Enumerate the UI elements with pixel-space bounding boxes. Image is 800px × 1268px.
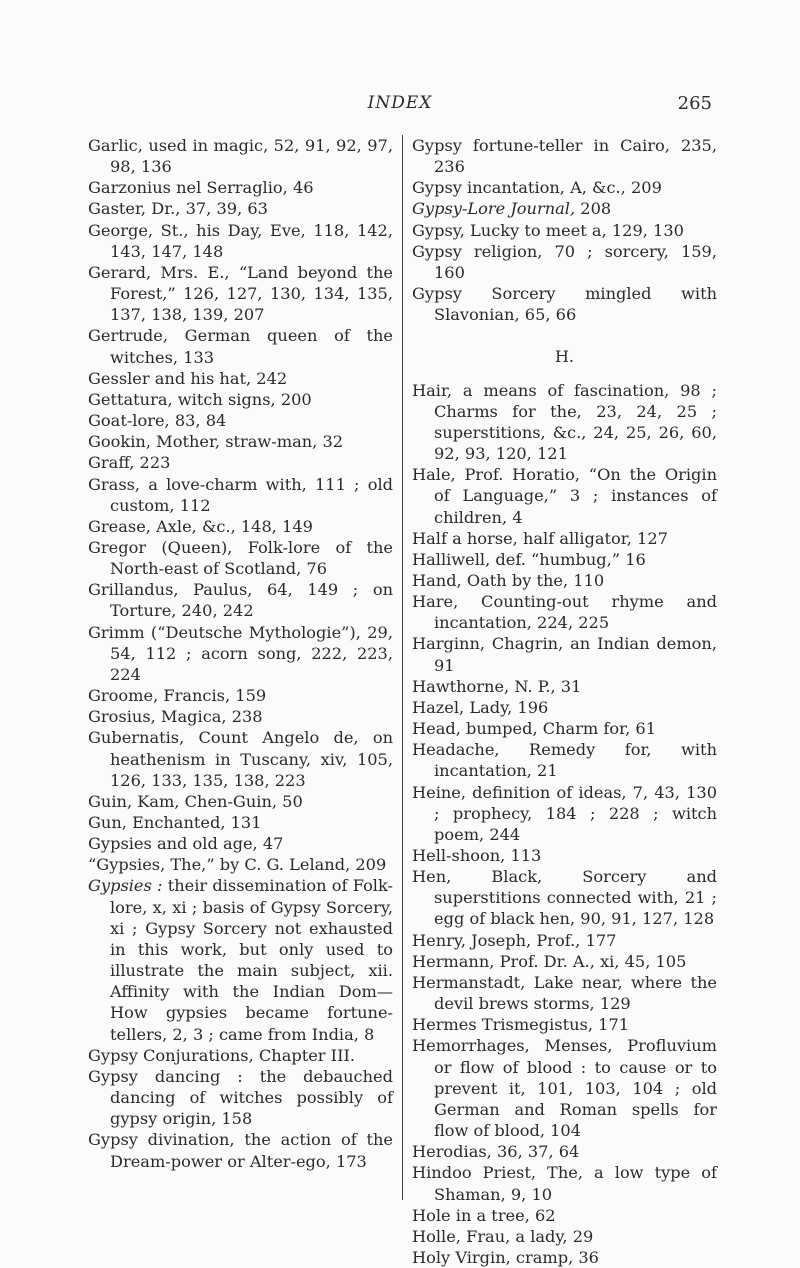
- index-entry-text: Gerard, Mrs. E., “Land beyond the Forest,” 126, 127, 130, 134, 135, 137, 138, 139, 207: [88, 262, 393, 325]
- index-entry: [88, 198, 393, 219]
- index-entry-text: Grosius, Magica, 238: [88, 707, 263, 727]
- index-entry-text: Hazel, Lady, 196: [412, 697, 549, 717]
- index-entry: [88, 685, 393, 706]
- index-entry: [412, 633, 717, 675]
- index-entry: [88, 1129, 393, 1171]
- index-entry-text: Gypsy religion, 70 ; sorcery, 159, 160: [412, 241, 717, 282]
- index-entry-text: Headache, Remedy for, with incantation, 21: [412, 740, 717, 781]
- index-entry-text: Hermes Trismegistus, 171: [412, 1015, 630, 1035]
- index-entry-text: Gertrude, German queen of the witches, 133: [88, 326, 393, 367]
- index-entry-text: Garzonius nel Serraglio, 46: [88, 178, 314, 198]
- index-entry: [412, 1014, 717, 1035]
- index-entry: [88, 325, 393, 367]
- index-entry: [412, 1247, 717, 1268]
- index-entry: [412, 570, 717, 591]
- index-entry: [412, 676, 717, 697]
- index-entry: [412, 845, 717, 866]
- index-entry: [88, 135, 393, 177]
- index-entry-text: Heine, definition of ideas, 7, 43, 130 ; prophecy, 184 ; 228 ; witch poem, 244: [412, 782, 717, 844]
- index-entry: [412, 972, 717, 1014]
- index-entry-text: Hare, Counting-out rhyme and incantation, 224, 225: [412, 592, 717, 633]
- index-entry-text: Holle, Frau, a lady, 29: [412, 1226, 594, 1246]
- index-entry: [88, 875, 393, 1044]
- index-entry: [88, 727, 393, 790]
- index-entry-text: Grimm (“Deutsche Mythologie”), 29, 54, 112 ; acorn song, 222, 223, 224: [88, 622, 393, 684]
- index-entry: [412, 866, 717, 929]
- index-entry: [412, 697, 717, 718]
- index-column-right: [412, 135, 717, 1268]
- index-entry: [88, 368, 393, 389]
- index-entry: [412, 1141, 717, 1162]
- index-entry: [88, 537, 393, 579]
- index-entry: [88, 791, 393, 812]
- index-entry-text: “Gypsies, The,” by C. G. Leland, 209: [88, 855, 387, 875]
- index-entry-text: Henry, Joseph, Prof., 177: [412, 930, 617, 950]
- index-entry-text: Gubernatis, Count Angelo de, on heathenism in Tuscany, xiv, 105, 126, 133, 135, 138, 223: [88, 728, 393, 790]
- index-entry-text: Hale, Prof. Horatio, “On the Origin of Language,” 3 ; instances of children, 4: [412, 465, 717, 527]
- index-entry: [412, 739, 717, 781]
- index-entry-text: Holy Virgin, cramp, 36: [412, 1247, 599, 1267]
- index-entry-text: Head, bumped, Charm for, 61: [412, 719, 657, 739]
- index-entry: [412, 198, 717, 219]
- index-entry-text: Gypsy, Lucky to meet a, 129, 130: [412, 220, 684, 240]
- index-entry-text: Hawthorne, N. P., 31: [412, 676, 582, 696]
- index-entry-text: Gypsy divination, the action of the Dream-power or Alter-ego, 173: [88, 1130, 393, 1171]
- index-entry-text: Hermann, Prof. Dr. A., xi, 45, 105: [412, 951, 687, 971]
- index-entry-text: George, St., his Day, Eve, 118, 142, 143, 147, 148: [88, 220, 393, 261]
- index-entry: [412, 177, 717, 198]
- index-entry-text: Gun, Enchanted, 131: [88, 813, 262, 832]
- column-divider: [402, 135, 403, 1200]
- index-column-left: [88, 135, 393, 1172]
- index-entry: [88, 854, 393, 875]
- index-entry: [412, 1035, 717, 1141]
- index-entry-text: Gypsy incantation, A, &c., 209: [412, 178, 662, 198]
- index-entry: [412, 930, 717, 951]
- index-entry: [88, 1045, 393, 1066]
- index-entry-italic-lead: Gypsies :: [88, 876, 163, 896]
- index-entry-text: Gookin, Mother, straw-man, 32: [88, 432, 344, 452]
- index-entry: [412, 220, 717, 241]
- index-entry-text: Gessler and his hat, 242: [88, 368, 288, 388]
- index-entry-text: Hindoo Priest, The, a low type of Shaman, 9, 10: [412, 1163, 717, 1204]
- index-entry: [412, 528, 717, 549]
- index-entry-text: Gypsy Conjurations, Chapter III.: [88, 1045, 355, 1065]
- index-entry-text: 208: [575, 199, 612, 219]
- index-entry-text: their dissemination of Folk-lore, x, xi ; basis of Gypsy Sorcery, xi ; Gypsy Sorcery not exhausted in this work, but only used to illustrate the main subject, xii. Affinity with the Indian Dom—How gypsies became fortune-tellers, 2, 3 ; came from India, 8: [110, 876, 393, 1044]
- index-entry: [88, 833, 393, 854]
- index-entry: [88, 452, 393, 473]
- index-entry: [412, 951, 717, 972]
- section-letter-heading: H.: [554, 347, 575, 367]
- index-entry: [88, 812, 393, 833]
- index-entry: [412, 1205, 717, 1226]
- index-entry: [412, 283, 717, 325]
- index-entry-text: Grass, a love-charm with, 111 ; old custom, 112: [88, 474, 393, 515]
- index-entry: [88, 262, 393, 325]
- index-entry-text: Gypsy dancing : the debauched dancing of witches possibly of gypsy origin, 158: [88, 1066, 393, 1129]
- index-entry-text: Hermanstadt, Lake near, where the devil brews storms, 129: [412, 972, 717, 1014]
- index-entry: [88, 1066, 393, 1129]
- index-entry-text: Gettatura, witch signs, 200: [88, 389, 312, 409]
- index-entry-text: Grillandus, Paulus, 64, 149 ; on Torture, 240, 242: [88, 580, 393, 621]
- index-entry-text: Guin, Kam, Chen-Guin, 50: [88, 791, 303, 811]
- index-entry: [412, 464, 717, 527]
- index-entry: [412, 1162, 717, 1204]
- index-entry-text: Gypsies and old age, 47: [88, 834, 284, 854]
- index-entry: [88, 474, 393, 516]
- index-entry-text: Hair, a means of fascination, 98 ; Charms for the, 23, 24, 25 ; superstitions, &c., 24, 25, 26, 60, 92, 93, 120, 121: [412, 380, 717, 464]
- index-entry: [88, 706, 393, 727]
- index-entry: [88, 220, 393, 262]
- index-entry-text: Hand, Oath by the, 110: [412, 570, 605, 590]
- index-section-h: [412, 380, 717, 1268]
- index-section-g-continued: [412, 135, 717, 325]
- index-entry-text: Gregor (Queen), Folk-lore of the North-east of Scotland, 76: [88, 537, 393, 579]
- index-entry: [412, 1226, 717, 1247]
- index-entry: [88, 516, 393, 537]
- index-entry-text: Halliwell, def. “humbug,” 16: [412, 549, 646, 569]
- running-head: [0, 93, 800, 117]
- index-entry: [412, 135, 717, 177]
- index-entry-text: Herodias, 36, 37, 64: [412, 1142, 580, 1162]
- index-entry: [412, 380, 717, 465]
- index-entry-text: Gypsy Sorcery mingled with Slavonian, 65, 66: [412, 284, 717, 325]
- index-entry-text: Graff, 223: [88, 453, 171, 473]
- page-number: 265: [677, 93, 712, 114]
- running-title: INDEX: [367, 93, 433, 113]
- index-entry-text: Garlic, used in magic, 52, 91, 92, 97, 98, 136: [88, 136, 393, 177]
- index-entry-text: Grease, Axle, &c., 148, 149: [88, 516, 313, 536]
- index-entry: [88, 177, 393, 198]
- index-entry-text: Half a horse, half alligator, 127: [412, 528, 668, 548]
- index-entry-text: Hole in a tree, 62: [412, 1205, 556, 1225]
- index-entry: [88, 389, 393, 410]
- index-entry: [88, 622, 393, 685]
- index-entry: [412, 782, 717, 845]
- index-entry: [88, 431, 393, 452]
- index-entry: [412, 549, 717, 570]
- index-entry-text: Groome, Francis, 159: [88, 686, 267, 706]
- index-entry-text: Hen, Black, Sorcery and superstitions connected with, 21 ; egg of black hen, 90, 91, 127, 128: [412, 867, 717, 929]
- index-entry-text: Gaster, Dr., 37, 39, 63: [88, 199, 268, 219]
- index-entry-text: Hemorrhages, Menses, Profluvium or flow of blood : to cause or to prevent it, 101, 103, 104 ; old German and Roman spells for flow of blood, 104: [412, 1036, 717, 1141]
- index-entry: [88, 579, 393, 621]
- index-entry-text: Gypsy fortune-teller in Cairo, 235, 236: [412, 136, 717, 177]
- index-entry: [88, 410, 393, 431]
- index-entry-text: Goat-lore, 83, 84: [88, 411, 227, 431]
- index-entry: [412, 241, 717, 283]
- index-entry-text: Hell-shoon, 113: [412, 846, 542, 865]
- index-entry-text: Harginn, Chagrin, an Indian demon, 91: [412, 634, 717, 675]
- index-entry-italic-lead: Gypsy-Lore Journal,: [412, 199, 576, 219]
- index-entry: [412, 718, 717, 739]
- index-entry: [412, 591, 717, 633]
